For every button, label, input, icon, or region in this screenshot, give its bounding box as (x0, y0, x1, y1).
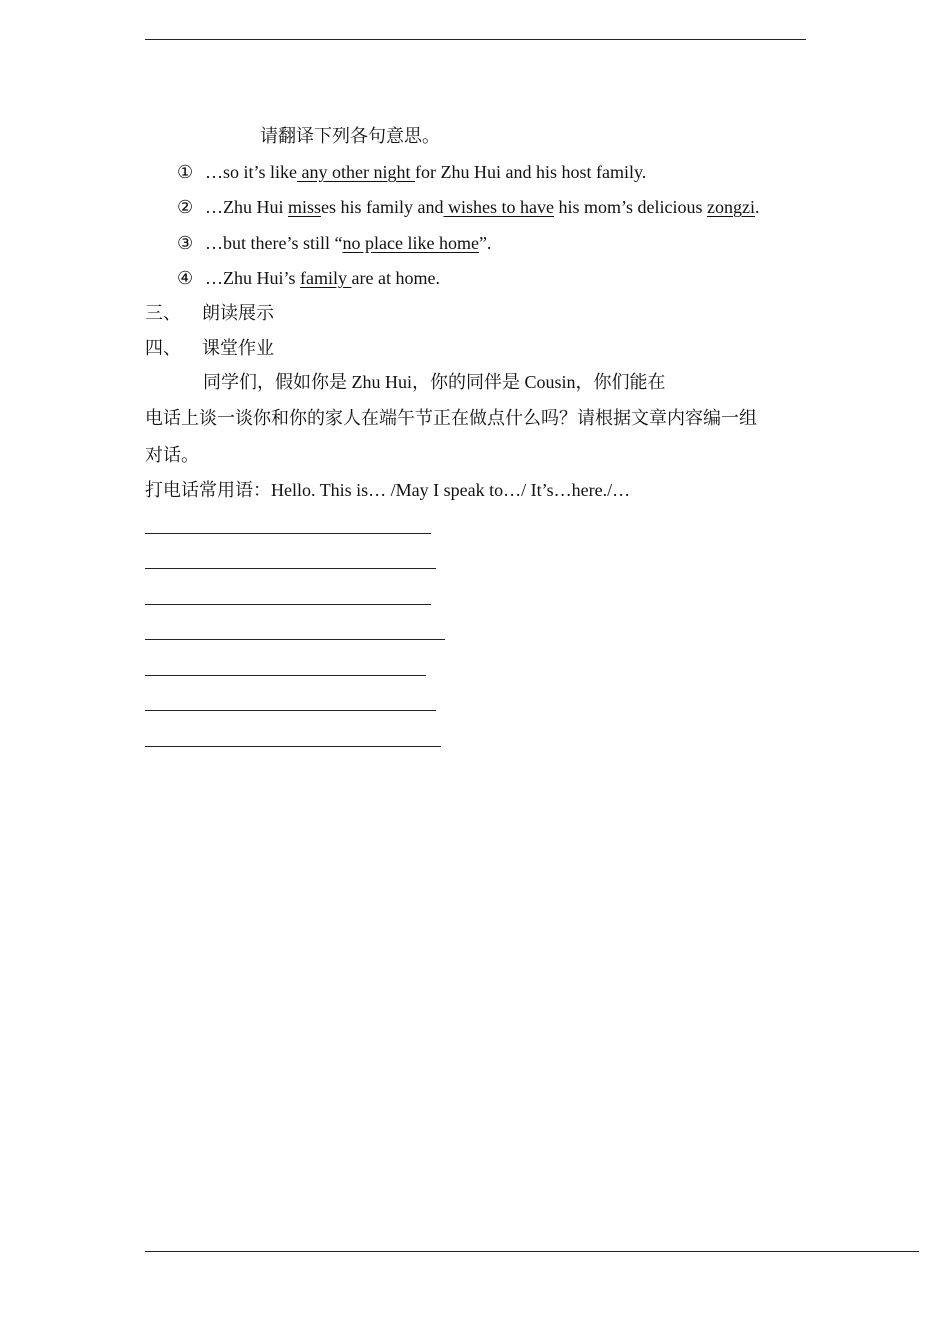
instruction: 请翻译下列各句意思。 (260, 126, 440, 146)
section-3-heading (145, 301, 274, 325)
answer-line[interactable] (145, 533, 431, 534)
task-line-2: 电话上谈一谈你和你的家人在端午节正在做点什么吗？请根据文章内容编一组 (145, 408, 757, 428)
answer-line[interactable] (145, 710, 436, 711)
section-number: 四、 (145, 338, 181, 358)
sentence-text: …so it’s like (205, 162, 298, 182)
answer-line[interactable] (145, 639, 445, 640)
underlined-phrase: wishes to have (443, 197, 554, 217)
phone-phrases: 打电话常用语：Hello. This is… /May I speak to…/ It’s…here./… (145, 480, 631, 500)
sentence-4 (177, 266, 440, 290)
answer-line[interactable] (145, 568, 436, 569)
sentence-3 (177, 231, 491, 255)
answer-line[interactable] (145, 604, 431, 605)
sentence-text: …Zhu Hui’s (205, 268, 301, 288)
underlined-phrase: family (300, 268, 352, 288)
sentence-text: …Zhu Hui (205, 197, 288, 217)
answer-line[interactable] (145, 746, 441, 747)
sentence-1 (177, 160, 646, 184)
sentence-text: his mom’s delicious (553, 197, 707, 217)
underlined-phrase: no place like home (342, 233, 479, 253)
underlined-phrase: zongzi (706, 197, 755, 217)
task-line-1: 同学们，假如你是 Zhu Hui，你的同伴是 Cousin，你们能在 (203, 372, 666, 392)
section-number: 三、 (145, 303, 181, 323)
sentence-number: ③ (177, 233, 194, 253)
sentence-text: . (754, 197, 760, 217)
section-title: 朗读展示 (202, 303, 274, 323)
sentence-text: ”. (478, 233, 492, 253)
sentence-number: ④ (177, 268, 194, 288)
footer-rule (145, 1251, 919, 1252)
sentence-2 (177, 195, 759, 219)
sentence-number: ① (177, 162, 194, 182)
sentence-text: …but there’s still “ (205, 233, 343, 253)
task-line-3: 对话。 (145, 445, 199, 465)
underlined-phrase: any other night (297, 162, 415, 182)
sentence-text: are at home. (351, 268, 440, 288)
header-rule (145, 39, 806, 40)
sentence-text: es his family and (321, 197, 444, 217)
section-title: 课堂作业 (202, 338, 274, 358)
answer-line[interactable] (145, 675, 426, 676)
sentence-number: ② (177, 197, 194, 217)
sentence-text: for Zhu Hui and his host family. (415, 162, 647, 182)
section-4-heading (145, 336, 274, 360)
underlined-phrase: miss (288, 197, 322, 217)
